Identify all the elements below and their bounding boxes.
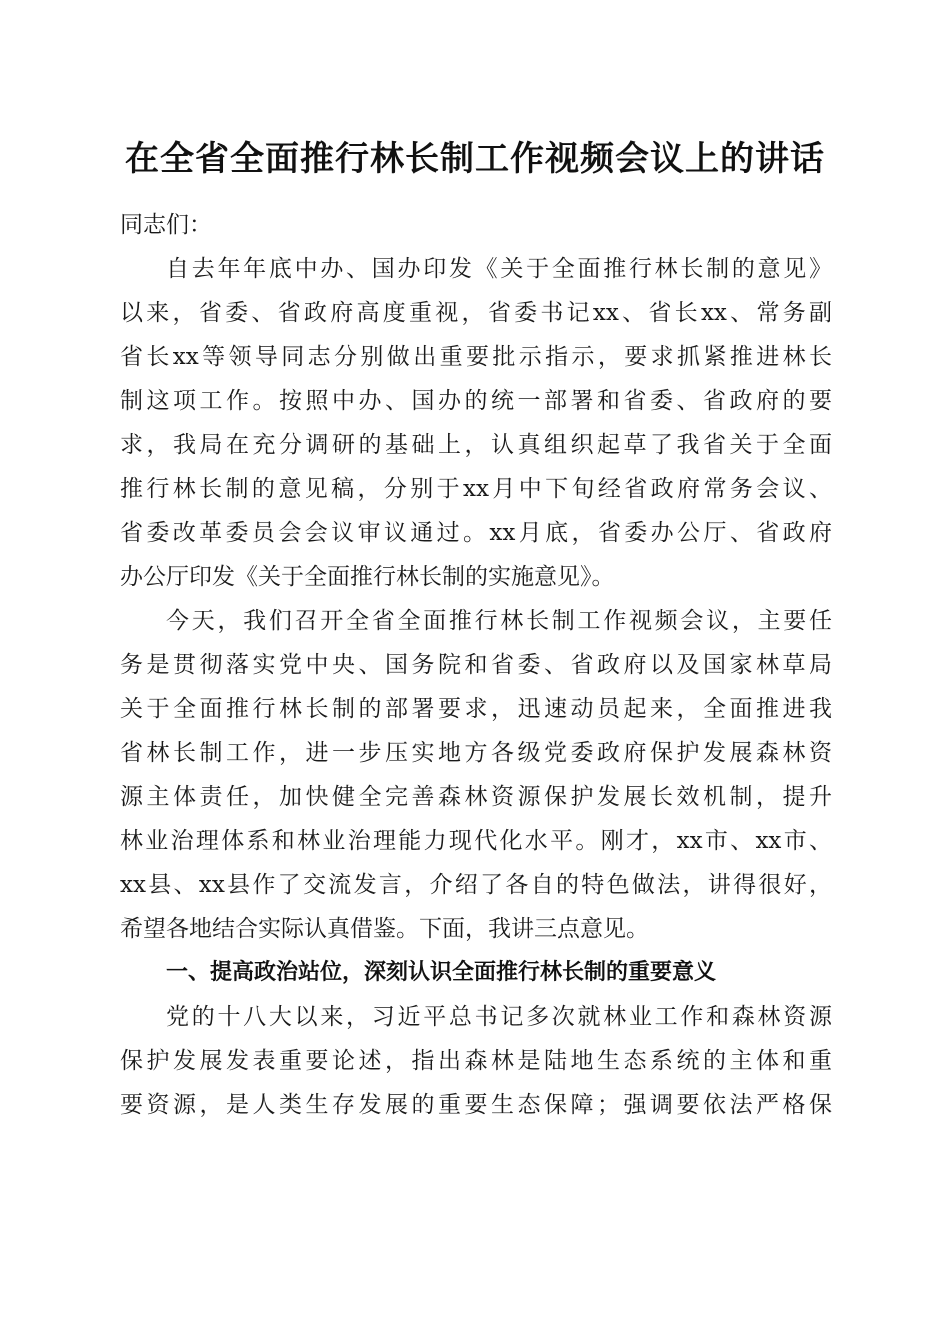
paragraph-line: 希望各地结合实际认真借鉴。下面，我讲三点意见。 bbox=[120, 916, 649, 942]
paragraph-line: 务是贯彻落实党中央、国务院和省委、省政府以及国家林草局 bbox=[120, 652, 832, 678]
paragraph-line: 要资源，是人类生存发展的重要生态保障；强调要依法严格保 bbox=[120, 1092, 832, 1118]
paragraph-line: 源主体责任，加快健全完善森林资源保护发展长效机制，提升 bbox=[120, 784, 832, 810]
paragraph-line: 以来，省委、省政府高度重视，省委书记xx、省长xx、常务副 bbox=[120, 300, 832, 326]
paragraph-line: 关于全面推行林长制的部署要求，迅速动员起来，全面推进我 bbox=[120, 696, 832, 722]
paragraph-line: 求，我局在充分调研的基础上，认真组织起草了我省关于全面 bbox=[120, 432, 832, 458]
paragraph-line: xx县、xx县作了交流发言，介绍了各自的特色做法，讲得很好， bbox=[120, 872, 832, 898]
paragraph-line: 省委改革委员会会议审议通过。xx月底，省委办公厅、省政府 bbox=[120, 520, 832, 546]
paragraph-line: 办公厅印发《关于全面推行林长制的实施意见》。 bbox=[120, 564, 615, 590]
section-heading: 一、提高政治站位，深刻认识全面推行林长制的重要意义 bbox=[166, 960, 717, 985]
paragraph-line: 保护发展发表重要论述，指出森林是陆地生态系统的主体和重 bbox=[120, 1048, 832, 1074]
paragraph-line: 制这项工作。按照中办、国办的统一部署和省委、省政府的要 bbox=[120, 388, 832, 414]
salutation: 同志们： bbox=[120, 212, 212, 238]
document-title: 在全省全面推行林长制工作视频会议上的讲话 bbox=[125, 139, 825, 179]
paragraph-line: 今天，我们召开全省全面推行林长制工作视频会议，主要任 bbox=[166, 608, 832, 634]
paragraph-line: 省林长制工作，进一步压实地方各级党委政府保护发展森林资 bbox=[120, 740, 832, 766]
paragraph-line: 党的十八大以来，习近平总书记多次就林业工作和森林资源 bbox=[166, 1004, 832, 1030]
paragraph-line: 林业治理体系和林业治理能力现代化水平。刚才，xx市、xx市、 bbox=[120, 828, 832, 854]
paragraph-line: 推行林长制的意见稿，分别于xx月中下旬经省政府常务会议、 bbox=[120, 476, 832, 502]
paragraph-line: 省长xx等领导同志分别做出重要批示指示，要求抓紧推进林长 bbox=[120, 344, 832, 370]
paragraph-line: 自去年年底中办、国办印发《关于全面推行林长制的意见》 bbox=[166, 256, 832, 282]
